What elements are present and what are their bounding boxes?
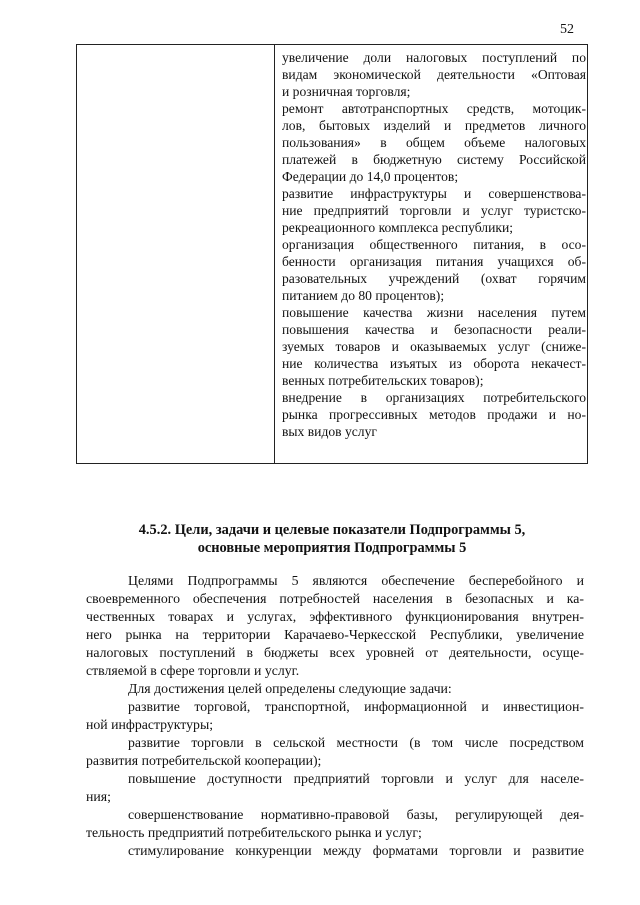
- body-line: налоговых поступлений в бюджеты всех уровней от деятельности, осуще-: [86, 645, 584, 660]
- body-line: него рынка на территории Карачаево-Черкесской Республики, увеличение: [86, 627, 584, 642]
- table-cell-line: видам экономической деятельности «Оптовая: [282, 67, 586, 82]
- table-cell-line: рекреационного комплекса республики;: [282, 220, 514, 235]
- table-cell-line: ние предприятий торговли и услуг туристско-: [282, 203, 586, 218]
- table-cell-line: Федерации до 14,0 процентов;: [282, 169, 459, 184]
- body-line: ния;: [86, 789, 111, 804]
- table-cell-line: пользования» в общем объеме налоговых: [282, 135, 586, 150]
- table-column-divider: [274, 45, 275, 463]
- page-number: 52: [560, 22, 574, 37]
- table-cell-line: ние количества изъятых из оборота некачест-: [282, 356, 586, 371]
- table-cell-line: повышения качества и безопасности реали-: [282, 322, 586, 337]
- body-line: тельность предприятий потребительского рынка и услуг;: [86, 825, 422, 840]
- table-cell-line: рынка прогрессивных методов продажи и но-: [282, 407, 586, 422]
- body-line: своевременного обеспечения потребностей населения в безопасных и ка-: [86, 591, 584, 606]
- table-cell-line: развитие инфраструктуры и совершенствова-: [282, 186, 586, 201]
- table-cell-line: и розничная торговля;: [282, 84, 411, 99]
- table-cell-line: зуемых товаров и оказываемых услуг (сниже-: [282, 339, 586, 354]
- section-heading-line-2: основные мероприятия Подпрограммы 5: [197, 539, 467, 556]
- table-cell-line: венных потребительских товаров);: [282, 373, 484, 388]
- measures-table: [76, 44, 588, 464]
- body-line: развитие торговой, транспортной, информационной и инвестицион-: [128, 699, 584, 714]
- table-cell-line: вых видов услуг: [282, 424, 377, 439]
- table-cell-line: питанием до 80 процентов);: [282, 288, 445, 303]
- table-right-cell: [282, 49, 586, 440]
- body-line: Целями Подпрограммы 5 являются обеспечение бесперебойного и: [128, 573, 584, 588]
- table-cell-line: внедрение в организациях потребительского: [282, 390, 586, 405]
- body-line: ствляемой в сфере торговли и услуг.: [86, 663, 300, 678]
- table-cell-line: бенности организация питания учащихся об-: [282, 254, 586, 269]
- body-text: [86, 572, 584, 860]
- section-heading-line-1: 4.5.2. Цели, задачи и целевые показатели Подпрограммы 5,: [138, 522, 526, 538]
- section-heading: [76, 522, 588, 557]
- table-cell-line: организация общественного питания, в осо-: [282, 237, 586, 252]
- body-line: повышение доступности предприятий торговли и услуг для населе-: [128, 771, 584, 786]
- table-cell-line: ремонт автотранспортных средств, мотоцик-: [282, 101, 586, 116]
- body-line: ной инфраструктуры;: [86, 717, 214, 732]
- body-line: Для достижения целей определены следующие задачи:: [128, 681, 452, 696]
- table-cell-line: разовательных учреждений (охват горячим: [282, 271, 586, 286]
- body-line: стимулирование конкуренции между форматами торговли и развитие: [128, 843, 584, 858]
- body-line: развитие торговли в сельской местности (в том числе посредством: [128, 735, 584, 750]
- table-cell-line: увеличение доли налоговых поступлений по: [282, 50, 586, 65]
- table-cell-line: повышение качества жизни населения путем: [282, 305, 586, 320]
- body-line: чественных товарах и услугах, эффективного функционирования внутрен-: [86, 609, 584, 624]
- table-cell-line: платежей в бюджетную систему Российской: [282, 152, 586, 167]
- body-line: развития потребительской кооперации);: [86, 753, 322, 768]
- table-cell-line: лов, бытовых изделий и предметов личного: [282, 118, 586, 133]
- body-line: совершенствование нормативно-правовой базы, регулирующей дея-: [128, 807, 584, 822]
